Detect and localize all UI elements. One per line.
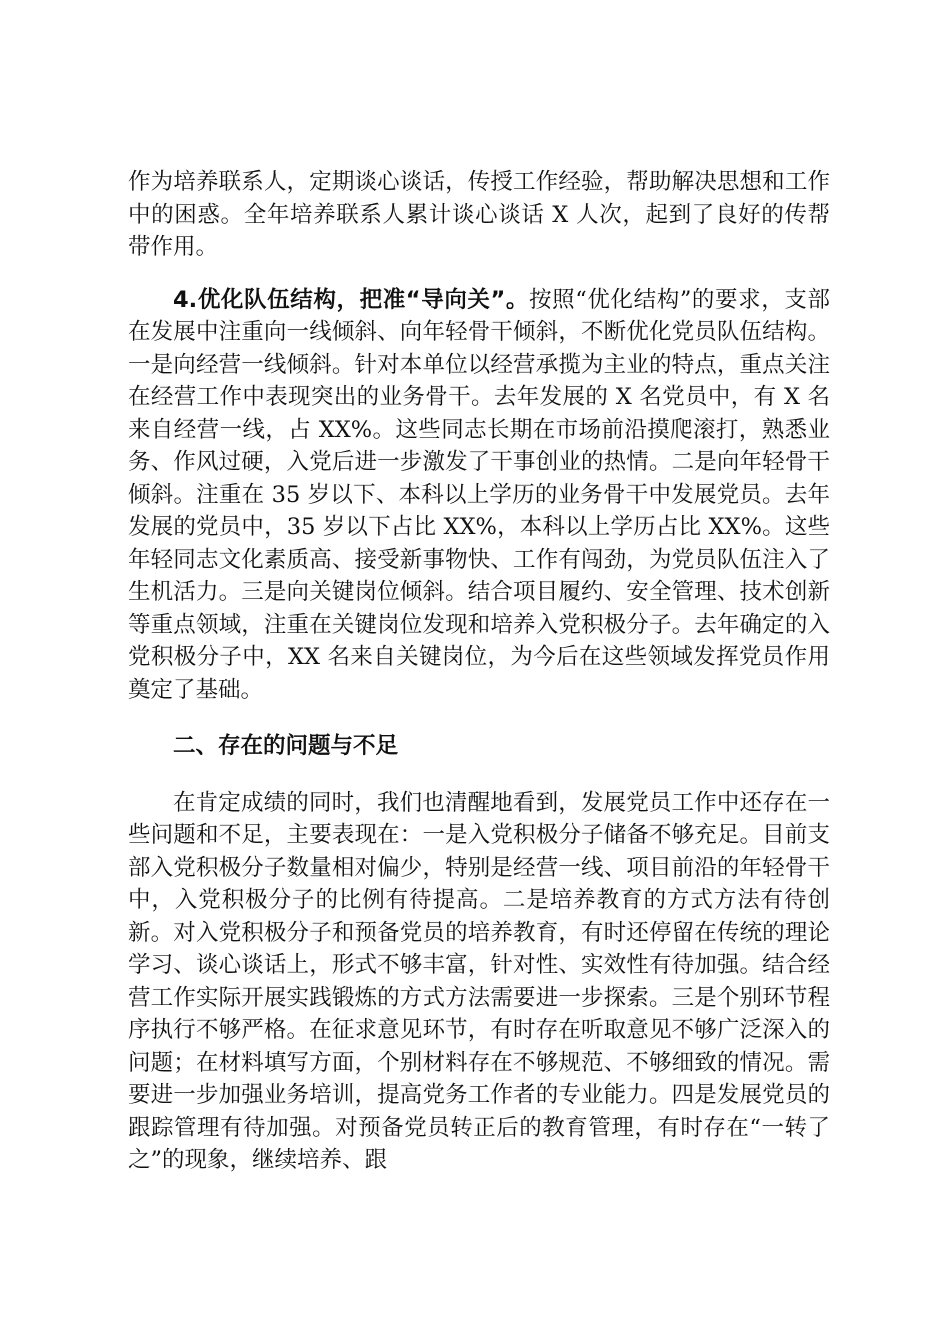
section-2-paragraph: 在肯定成绩的同时，我们也清醒地看到，发展党员工作中还存在一些问题和不足，主要表现在：一是入党积极分子储备不够充足。目前支部入党积极分子数量相对偏少，特别是经营一线、项目前沿的年轻骨干中，入党积极分子的比例有待提高。二是培养教育的方式方法有待创新。对入党积极分子和预备党员的培养教育，有时还停留在传统的理论学习、谈心谈话上，形式不够丰富，针对性、实效性有待加强。结合经营工作实际开展实践锻炼的方式方法需要进一步探索。三是个别环节程序执行不够严格。在征求意见环节，有时存在听取意见不够广泛深入的问题；在材料填写方面，个别材料存在不够规范、不够细致的情况。需要进一步加强业务培训，提高党务工作者的专业能力。四是发展党员的跟踪管理有待加强。对预备党员转正后的教育管理，有时存在“一转了之”的现象，继续培养、跟 [128,789,830,1173]
intro-paragraph: 作为培养联系人，定期谈心谈话，传授工作经验，帮助解决思想和工作中的困惑。全年培养联系人累计谈心谈话 X 人次，起到了良好的传帮带作用。 [128,169,830,260]
section-4-paragraph [128,284,830,707]
section-4-body: 按照“优化结构”的要求，支部在发展中注重向一线倾斜、向年轻骨干倾斜，不断优化党员队伍结构。一是向经营一线倾斜。针对本单位以经营承揽为主业的特点，重点关注在经营工作中表现突出的业务骨干。去年发展的 X 名党员中，有 X 名来自经营一线，占 XX%。这些同志长期在市场前沿摸爬滚打，熟悉业务、作风过硬，入党后进一步激发了干事创业的热情。二是向年轻骨干倾斜。注重在 35 岁以下、本科以上学历的业务骨干中发展党员。去年发展的党员中，35 岁以下占比 XX%，本科以上学历占比 XX%。这些年轻同志文化素质高、接受新事物快、工作有闯劲，为党员队伍注入了生机活力。三是向关键岗位倾斜。结合项目履约、安全管理、技术创新等重点领域，注重在关键岗位发现和培养入党积极分子。去年确定的入党积极分子中，XX 名来自关键岗位，为今后在这些领域发挥党员作用奠定了基础。 [128,286,830,703]
section-2-heading: 二、存在的问题与不足 [173,733,399,759]
document-page [128,166,830,1177]
section-4-lead: 4.优化队伍结构，把准“导向关”。 [173,286,530,313]
